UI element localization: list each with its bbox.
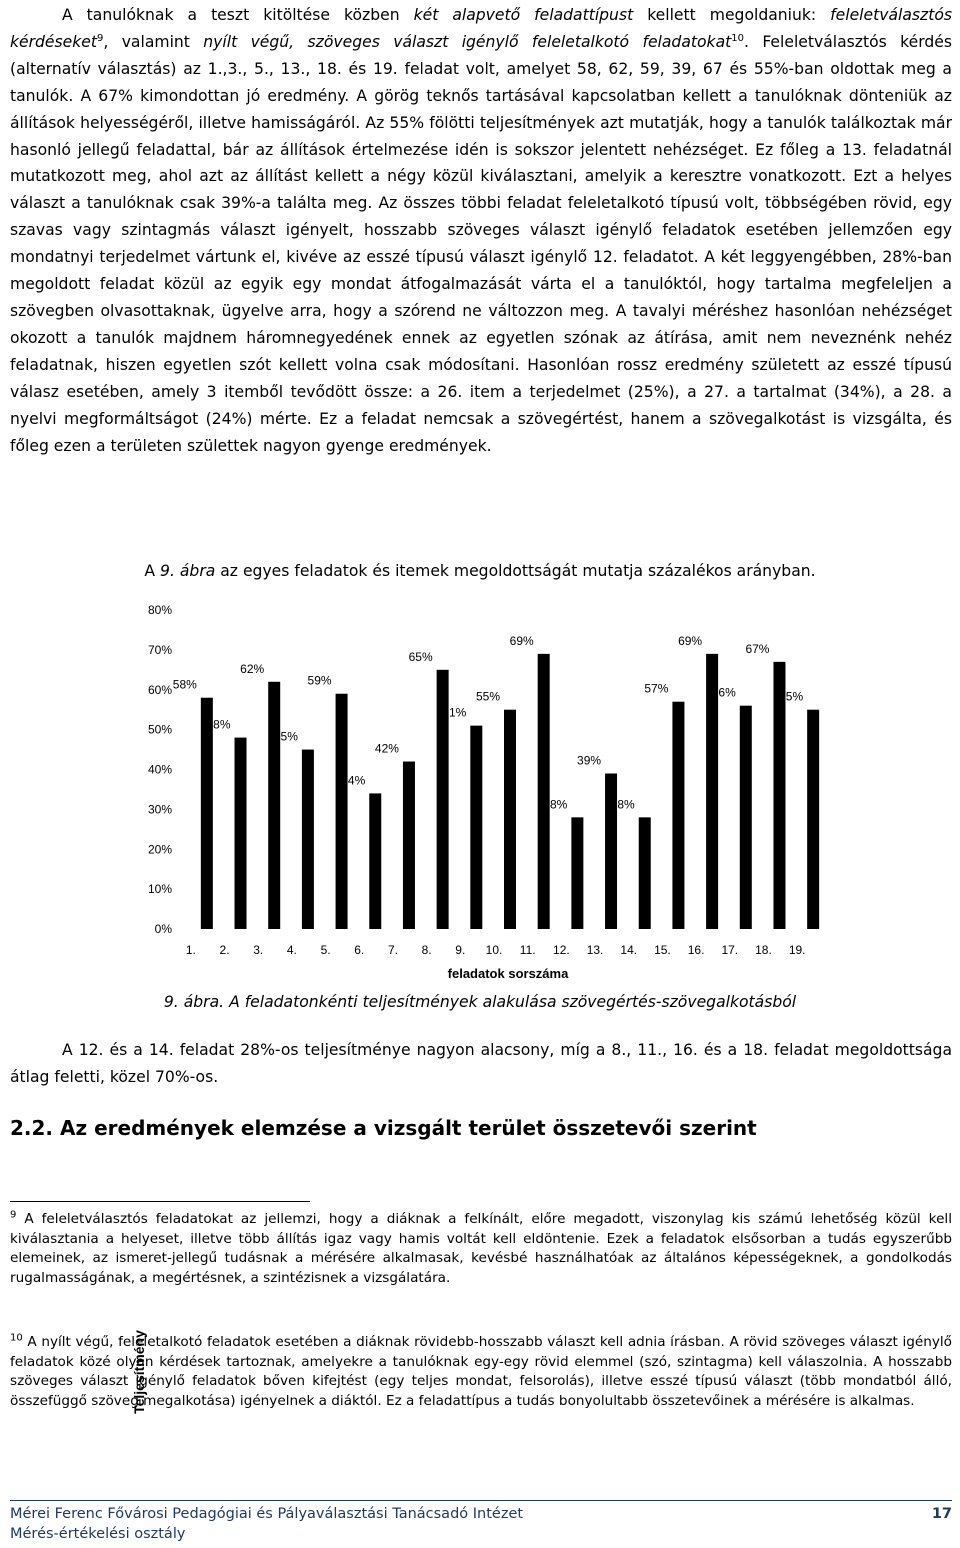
data-label: 55% — [475, 689, 500, 704]
body-paragraph-2 — [10, 1037, 952, 1091]
section-title: Az eredmények elemzése a vizsgált terület összetevői szerint — [60, 1116, 757, 1140]
y-axis-label: Teljesítmény — [131, 1330, 147, 1414]
footer-institution: Mérei Ferenc Fővárosi Pedagógiai és Pályaválasztási Tanácsadó Intézet — [10, 1506, 524, 1522]
x-tick-label: 6. — [354, 943, 365, 957]
x-axis-label: feladatok sorszáma — [447, 966, 569, 981]
x-tick-label: 18. — [755, 943, 772, 957]
footer-department: Mérés-értékelési osztály — [10, 1526, 186, 1542]
footnote-9 — [10, 1210, 952, 1288]
emphasis: feleletválasztós kérdéseket — [10, 6, 952, 51]
bar — [369, 793, 381, 929]
data-label: 39% — [577, 753, 602, 768]
x-axis — [186, 943, 806, 957]
x-tick-label: 15. — [654, 943, 671, 957]
x-tick-label: 10. — [485, 943, 503, 957]
footnote-mark: 10 — [10, 1332, 23, 1344]
x-tick-label: 1. — [185, 943, 196, 957]
y-tick-label: 0% — [154, 922, 172, 936]
data-label: 42% — [374, 741, 399, 756]
x-tick-label: 2. — [219, 943, 230, 957]
data-label: 62% — [240, 661, 265, 676]
x-tick-label: 13. — [586, 943, 604, 957]
y-axis — [148, 603, 172, 936]
data-label: 65% — [408, 649, 433, 664]
emphasis: két alapvető feladattípust — [413, 6, 634, 24]
footnote-ref-9[interactable]: 9 — [96, 32, 104, 44]
footnote-10 — [10, 1333, 952, 1411]
bar — [201, 698, 213, 929]
text-run: , valamint — [103, 32, 204, 51]
data-label: 51% — [442, 705, 467, 720]
figure-caption — [0, 993, 960, 1011]
bar — [504, 710, 516, 929]
bar — [403, 762, 415, 929]
page-number: 17 — [931, 1506, 952, 1522]
bar — [336, 694, 348, 929]
y-tick-label: 30% — [147, 802, 172, 817]
bar — [538, 654, 550, 929]
data-label: 48% — [206, 717, 231, 732]
x-tick-label: 12. — [553, 943, 570, 957]
text-run: A 12. és a 14. feladat 28%-os teljesítménye nagyon alacsony, míg a 8., 11., 16. és a 18. feladat megoldottsága átlag feletti, közel 70%-os. — [10, 1041, 952, 1086]
x-tick-label: 19. — [788, 943, 806, 957]
data-label: 69% — [678, 633, 703, 648]
data-label: 28% — [543, 797, 568, 812]
x-tick-label: 8. — [421, 943, 432, 957]
bar — [268, 682, 280, 929]
x-tick-label: 17. — [721, 943, 739, 957]
y-tick-label: 20% — [147, 842, 172, 857]
footnote-ref-10[interactable]: 10 — [731, 32, 744, 44]
data-label: 69% — [509, 633, 534, 648]
data-label: 58% — [172, 677, 197, 692]
bar — [470, 726, 482, 929]
data-label: 57% — [644, 681, 669, 696]
bar — [571, 817, 583, 929]
x-tick-label: 3. — [253, 943, 264, 957]
body-paragraph-1 — [10, 2, 952, 459]
data-label: 56% — [711, 685, 736, 700]
y-tick-label: 10% — [147, 882, 172, 897]
y-tick-label: 70% — [147, 642, 172, 657]
caption-text: A feladatonkénti teljesítmények alakulása szövegértés-szövegalkotásból — [224, 993, 797, 1011]
text-run: kellett megoldaniuk: — [633, 6, 831, 24]
bar — [672, 702, 684, 929]
footnote-text: A feleletválasztós feladatokat az jellemzi, hogy a diáknak a felkínált, előre megadott, viszonylag kis számú lehetőség közül kell kiválasztania a helyeset, illetve több állítás igaz vagy hamis voltát kell eldöntenie. Ezek a feladatok elsősorban a tudás egyszerűbb elemeinek, az ismeret-jellegű tudásnak a mérésére alkalmasak, kevésbé használhatóak az általános képességeknek, a gondolkodás rugalmasságának, a megértésnek, a szintézisnek a vizsgálatára. — [10, 1211, 952, 1286]
bar — [639, 817, 651, 929]
section-number: 2.2. — [10, 1116, 54, 1140]
bars — [173, 634, 819, 929]
data-label: 45% — [273, 729, 298, 744]
section-heading — [10, 1116, 757, 1140]
figure-reference: 9. ábra — [160, 562, 216, 580]
text-run: A — [144, 562, 161, 580]
footer-rule — [10, 1500, 952, 1501]
bar — [302, 750, 314, 929]
x-tick-label: 7. — [387, 943, 398, 957]
bar — [807, 710, 819, 929]
text-run: az egyes feladatok és itemek megoldottságát mutatja százalékos arányban. — [215, 562, 816, 580]
footnote-text: A nyílt végű, feleletalkotó feladatok esetében a diáknak rövidebb-hosszabb választ kell adnia írásban. A rövid szöveges választ igénylő feladatok közé olyan kérdések tartoznak, amelyekre a tanulóknak egy-egy rövid elemmel (szó, szintagma) kell válaszolnia. A hosszabb szöveges választ igénylő feladatok bőven kifejtést (egy teljes mondat, felsorolás), illetve esszé típusú választ (több mondatból álló, összefüggő szöveg megalkotása) igényelnek a diáktól. Ez a feladattípus a tudás bonyolultabb összetevőinek a mérésére is alkalmas. — [10, 1334, 952, 1409]
figure-intro — [0, 562, 960, 580]
y-tick-label: 60% — [147, 682, 172, 697]
bar — [235, 738, 247, 929]
data-label: 67% — [745, 641, 770, 656]
footnote-mark: 9 — [10, 1209, 17, 1221]
y-tick-label: 50% — [147, 722, 172, 737]
bar — [740, 706, 752, 929]
caption-number: 9. ábra. — [163, 993, 225, 1011]
text-run: A tanulóknak a teszt kitöltése közben — [62, 6, 414, 24]
y-tick-label: 40% — [147, 762, 172, 777]
data-label: 34% — [341, 773, 366, 788]
x-tick-label: 14. — [620, 943, 638, 957]
x-tick-label: 9. — [455, 943, 466, 957]
text-run: . Feleletválasztós kérdés (alternatív választás) az 1.,3., 5., 13., 18. és 19. feladat volt, amelyet 58, 62, 59, 39, 67 és 55%-ban oldottak meg a tanulók. A 67% kimondottan jó eredmény. A görög teknős tartásával kapcsolatban kellett a tanulóknak dönteniük az állítások helyességéről, illetve hamisságáról. Az 55% fölötti teljesítmények azt mutatják, hogy a tanulók találkoztak már hasonló jellegű feladattal, bár az állítások értelmezése idén is sokszor jelentett nehézséget. Ez főleg a 13. feladatnál mutatkozott meg, ahol azt az állítást kellett a négy közül kiválasztani, amelyik a keresztre vonatkozott. Ezt a helyes választ a tanulóknak csak 39%-a találta meg. Az összes többi feladat feleletalkotó típusú volt, többségében rövid, egy szavas vagy szintagmás választ igényelt, hosszabb szöveges választ igénylő feladatok esetében jellemzően egy mondatnyi terjedelmet vártunk el, kivéve az esszé típusú választ igénylő 12. feladatot. A két leggyengébben, 28%-ban megoldott feladat közül az egyik egy mondat átfogalmazását várta el a tanulóktól, hogy tartalma megfeleljen a szövegben olvasottaknak, ügyelve arra, hogy a szórend ne változzon meg. A tavalyi méréshez hasonlóan nehézséget okozott a tanulók majdnem háromnegyedének ennek az egyetlen szónak az átírása, amit nem neveznénk nehéz feladatnak, hiszen egyetlen szót kellett volna csak módosítani. Hasonlóan rossz eredmény született az esszé típusú válasz esetében, amely 3 itemből tevődött össze: a 26. item a terjedelmet (25%), a 27. a tartalmat (34%), a 28. a nyelvi megformáltságot (24%) mérte. Ez a feladat nemcsak a szövegértést, hanem a szövegalkotást is vizsgálta, és főleg ezen a területen születtek nagyon gyenge eredmények. — [10, 32, 952, 455]
x-tick-label: 4. — [286, 943, 297, 957]
x-tick-label: 5. — [320, 943, 331, 957]
x-tick-label: 11. — [519, 943, 536, 957]
footnote-separator — [10, 1201, 310, 1202]
data-label: 55% — [779, 689, 804, 704]
emphasis: nyílt végű, szöveges választ igénylő feleletalkotó feladatokat — [203, 32, 732, 51]
y-tick-label: 80% — [147, 603, 172, 617]
data-label: 59% — [307, 673, 332, 688]
data-label: 28% — [610, 797, 635, 812]
page-footer — [10, 1504, 952, 1544]
x-tick-label: 16. — [687, 943, 705, 957]
